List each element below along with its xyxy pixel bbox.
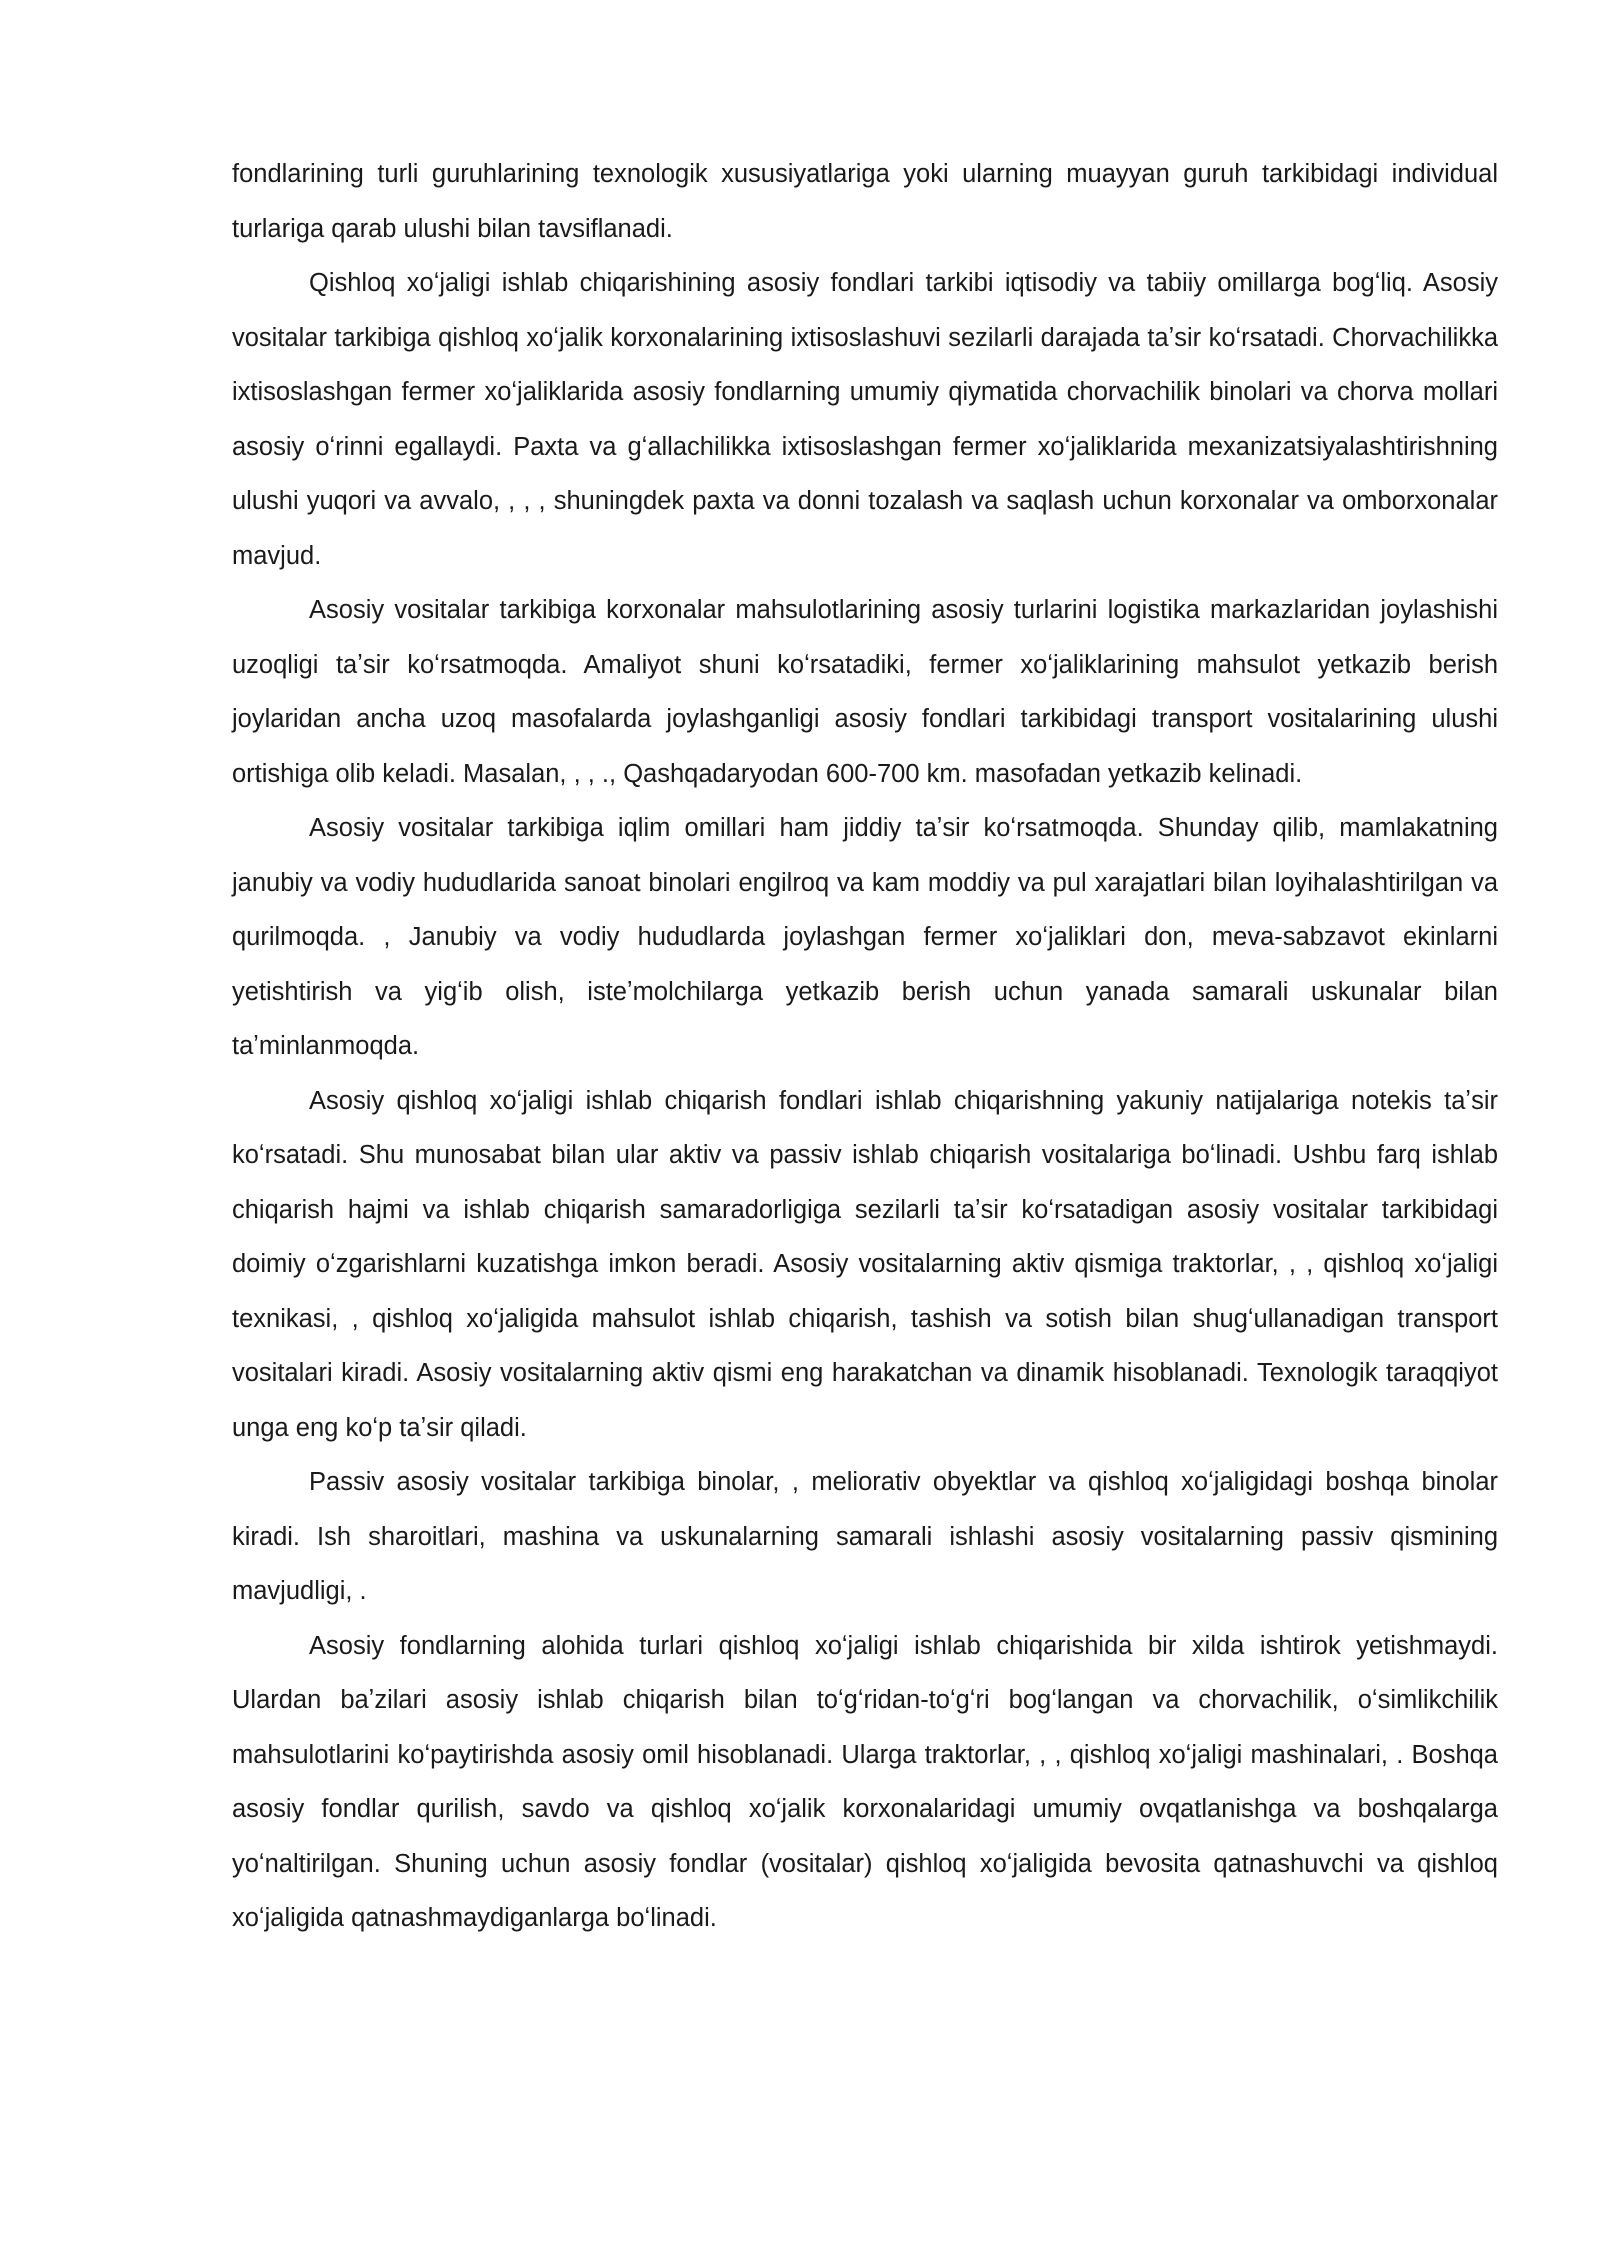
document-body	[232, 147, 1498, 1946]
paragraph-7: Asosiy fondlarning alohida turlari qishloq xoʻjaligi ishlab chiqarishida bir xilda ishtirok yetishmaydi. Ulardan baʼzilari asosiy ishlab chiqarish bilan toʻgʻridan-toʻgʻri bogʻlangan va chorvachilik, oʻsimlikchilik mahsulotlarini koʻpaytirishda asosiy omil hisoblanadi. Ularga traktorlar, , , qishloq xoʻjaligi mashinalari, . Boshqa asosiy fondlar qurilish, savdo va qishloq xoʻjalik korxonalaridagi umumiy ovqatlanishga va boshqalarga yoʻnaltirilgan. Shuning uchun asosiy fondlar (vositalar) qishloq xoʻjaligida bevosita qatnashuvchi va qishloq xoʻjaligida qatnashmaydiganlarga boʻlinadi.	[232, 1631, 1498, 1932]
paragraph-4: Asosiy vositalar tarkibiga iqlim omillari ham jiddiy taʼsir koʻrsatmoqda. Shunday qilib, mamlakatning janubiy va vodiy hududlarida sanoat binolari engilroq va kam moddiy va pul xarajatlari bilan loyihalashtirilgan va qurilmoqda. , Janubiy va vodiy hududlarda joylashgan fermer xoʻjaliklari don, meva-sabzavot ekinlarni yetishtirish va yigʻib olish, isteʼmolchilarga yetkazib berish uchun yanada samarali uskunalar bilan taʼminlanmoqda.	[232, 814, 1498, 1060]
paragraph-5: Asosiy qishloq xoʻjaligi ishlab chiqarish fondlari ishlab chiqarishning yakuniy natijalariga notekis taʼsir koʻrsatadi. Shu munosabat bilan ular aktiv va passiv ishlab chiqarish vositalariga boʻlinadi. Ushbu farq ishlab chiqarish hajmi va ishlab chiqarish samaradorligiga sezilarli taʼsir koʻrsatadigan asosiy vositalar tarkibidagi doimiy oʻzgarishlarni kuzatishga imkon beradi. Asosiy vositalarning aktiv qismiga traktorlar, , , qishloq xoʻjaligi texnikasi, , qishloq xoʻjaligida mahsulot ishlab chiqarish, tashish va sotish bilan shugʻullanadigan transport vositalari kiradi. Asosiy vositalarning aktiv qismi eng harakatchan va dinamik hisoblanadi. Texnologik taraqqiyot unga eng koʻp taʼsir qiladi.	[232, 1086, 1498, 1442]
paragraph-3: Asosiy vositalar tarkibiga korxonalar mahsulotlarining asosiy turlarini logistika markazlaridan joylashishi uzoqligi taʼsir koʻrsatmoqda. Amaliyot shuni koʻrsatadiki, fermer xoʻjaliklarining mahsulot yetkazib berish joylaridan ancha uzoq masofalarda joylashganligi asosiy fondlari tarkibidagi transport vositalarining ulushi ortishiga olib keladi. Masalan, , , ., Qashqadaryodan 600-700 km. masofadan yetkazib kelinadi.	[232, 596, 1498, 788]
paragraph-6: Passiv asosiy vositalar tarkibiga binolar, , meliorativ obyektlar va qishloq xoʻjaligidagi boshqa binolar kiradi. Ish sharoitlari, mashina va uskunalarning samarali ishlashi asosiy vositalarning passiv qismining mavjudligi, .	[232, 1468, 1498, 1605]
paragraph-2: Qishloq xoʻjaligi ishlab chiqarishining asosiy fondlari tarkibi iqtisodiy va tabiiy omillarga bogʻliq. Asosiy vositalar tarkibiga qishloq xoʻjalik korxonalarining ixtisoslashuvi sezilarli darajada taʼsir koʻrsatadi. Chorvachilikka ixtisoslashgan fermer xoʻjaliklarida asosiy fondlarning umumiy qiymatida chorvachilik binolari va chorva mollari asosiy oʻrinni egallaydi. Paxta va gʻallachilikka ixtisoslashgan fermer xoʻjaliklarida mexanizatsiyalashtirishning ulushi yuqori va avvalo, , , , shuningdek paxta va donni tozalash va saqlash uchun korxonalar va omborxonalar mavjud.	[232, 269, 1498, 570]
paragraph-1: fondlarining turli guruhlarining texnologik xususiyatlariga yoki ularning muayyan guruh tarkibidagi individual turlariga qarab ulushi bilan tavsiflanadi.	[232, 160, 1498, 243]
